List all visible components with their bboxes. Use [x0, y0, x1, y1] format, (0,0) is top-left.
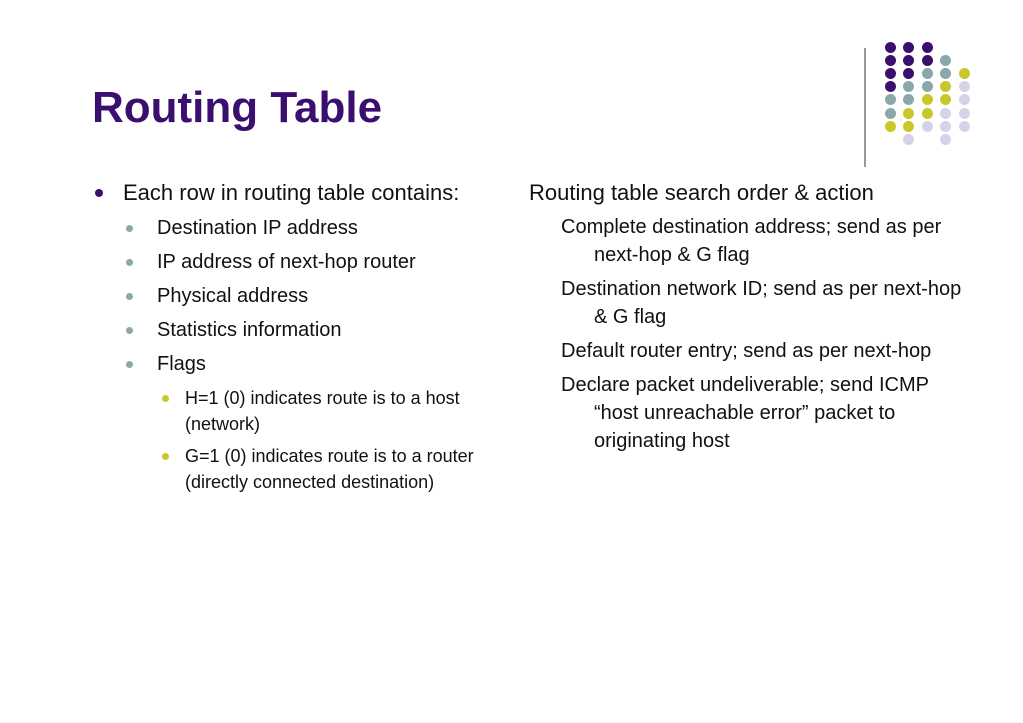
- right-item: Complete destination address; send as per next-hop & G flag: [561, 216, 942, 266]
- decorative-dot: [922, 108, 933, 119]
- flag-item: [95, 385, 515, 437]
- right-item: Default router entry; send as per next-hop: [561, 340, 932, 362]
- bullet-dot-icon: [126, 293, 133, 300]
- bullet-dot-icon: [126, 259, 133, 266]
- decorative-dot: [885, 94, 896, 105]
- decorative-dot: [959, 94, 970, 105]
- decorative-dot: [959, 108, 970, 119]
- decorative-dot: [959, 68, 970, 79]
- decorative-dot: [922, 68, 933, 79]
- decorative-dot: [922, 55, 933, 66]
- bullet-dot-icon: [126, 225, 133, 232]
- decorative-dot: [903, 42, 914, 53]
- decorative-dot: [940, 121, 951, 132]
- decorative-dot: [940, 134, 951, 145]
- decorative-dot: [903, 134, 914, 145]
- sub-item-text: Flags: [157, 353, 206, 375]
- decorative-dot-grid: [878, 42, 998, 162]
- flag-item-text: H=1 (0) indicates route is to a host (network): [185, 388, 460, 434]
- slide-title: Routing Table: [92, 83, 383, 132]
- right-item: Declare packet undeliverable; send ICMP “host unreachable error” packet to originating host: [561, 374, 929, 452]
- left-column: [95, 178, 515, 501]
- decorative-dot: [922, 42, 933, 53]
- decorative-dot: [903, 81, 914, 92]
- flag-item-text: G=1 (0) indicates route is to a router (directly connected destination): [185, 446, 474, 492]
- divider-line: [864, 48, 866, 167]
- decorative-dot: [922, 121, 933, 132]
- decorative-dot: [922, 81, 933, 92]
- sub-item-text: Statistics information: [157, 319, 342, 341]
- right-heading: Routing table search order & action: [529, 180, 874, 205]
- decorative-dot: [903, 55, 914, 66]
- decorative-dot: [885, 55, 896, 66]
- sub-item-text: Physical address: [157, 285, 309, 307]
- bullet-text: Each row in routing table contains:: [123, 180, 460, 205]
- decorative-dot: [940, 55, 951, 66]
- sub-item: [95, 317, 515, 343]
- bullet-dot-icon: [162, 453, 169, 460]
- decorative-dot: [903, 68, 914, 79]
- decorative-dot: [940, 81, 951, 92]
- bullet-dot-icon: [126, 361, 133, 368]
- decorative-dot: [885, 108, 896, 119]
- decorative-dot: [940, 94, 951, 105]
- decorative-dot: [922, 94, 933, 105]
- decorative-dot: [885, 68, 896, 79]
- sub-item-text: Destination IP address: [157, 217, 358, 239]
- sub-item: [95, 249, 515, 275]
- sub-item: [95, 351, 515, 377]
- decorative-dot: [940, 68, 951, 79]
- decorative-dot: [903, 94, 914, 105]
- sub-item-text: IP address of next-hop router: [157, 251, 416, 273]
- decorative-dot: [903, 121, 914, 132]
- bullet-dot-icon: [162, 395, 169, 402]
- bullet-dot-icon: [95, 189, 103, 197]
- right-item: Destination network ID; send as per next-hop & G flag: [561, 278, 962, 328]
- decorative-dot: [885, 121, 896, 132]
- decorative-dot: [903, 108, 914, 119]
- bullet-dot-icon: [126, 327, 133, 334]
- decorative-dot: [885, 81, 896, 92]
- decorative-dot: [959, 81, 970, 92]
- decorative-dot: [959, 121, 970, 132]
- sub-item: [95, 283, 515, 309]
- flag-item: [95, 443, 515, 495]
- bullet-level1: [95, 178, 515, 207]
- sub-item: [95, 215, 515, 241]
- decorative-dot: [940, 108, 951, 119]
- decorative-dot: [885, 42, 896, 53]
- right-column: [529, 178, 969, 461]
